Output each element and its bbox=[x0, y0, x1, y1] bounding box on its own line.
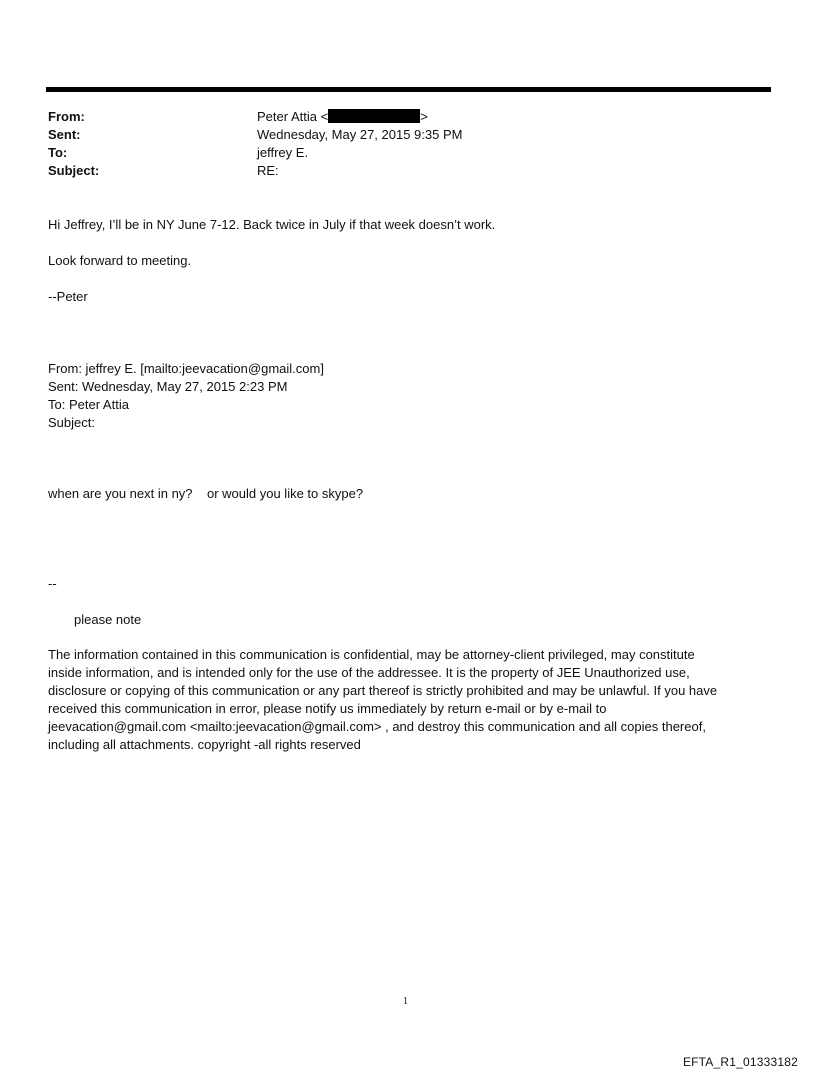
from-name-close: > bbox=[420, 109, 428, 124]
quoted-body: when are you next in ny? or would you like to skype? bbox=[48, 486, 364, 501]
page-number: 1 bbox=[403, 996, 408, 1007]
to-value: jeffrey E. bbox=[257, 145, 309, 160]
quoted-subject: Subject: bbox=[48, 415, 95, 430]
sent-value: Wednesday, May 27, 2015 9:35 PM bbox=[257, 127, 463, 142]
please-note: please note bbox=[74, 612, 142, 627]
quoted-to: To: Peter Attia bbox=[48, 397, 129, 412]
subject-value: RE: bbox=[257, 163, 279, 178]
subject-label: Subject: bbox=[48, 163, 100, 178]
from-value bbox=[257, 108, 428, 125]
redacted-email-block bbox=[328, 109, 420, 123]
from-name: Peter Attia < bbox=[257, 109, 329, 124]
reply-signature: --Peter bbox=[48, 289, 88, 304]
from-label: From: bbox=[48, 109, 85, 124]
quoted-sent: Sent: Wednesday, May 27, 2015 2:23 PM bbox=[48, 379, 288, 394]
disclaimer-line: disclosure or copying of this communication or any part thereof is strictly prohibited and may be unlawful. If you have bbox=[48, 683, 718, 698]
disclaimer-line: inside information, and is intended only for the use of the addressee. It is the property of JEE Unauthorized use, bbox=[48, 665, 690, 680]
signature-separator: -- bbox=[48, 576, 57, 591]
disclaimer-line: including all attachments. copyright -all rights reserved bbox=[48, 737, 361, 752]
sent-label: Sent: bbox=[48, 127, 81, 142]
reply-line-2: Look forward to meeting. bbox=[48, 253, 192, 268]
confidentiality-disclaimer bbox=[48, 646, 768, 754]
disclaimer-line: received this communication in error, please notify us immediately by return e-mail or by e-mail to bbox=[48, 701, 607, 716]
quoted-from: From: jeffrey E. [mailto:jeevacation@gmail.com] bbox=[48, 361, 324, 376]
disclaimer-line: The information contained in this communication is confidential, may be attorney-client privileged, may constitute bbox=[48, 647, 695, 662]
disclaimer-line: jeevacation@gmail.com <mailto:jeevacation@gmail.com> , and destroy this communication and all copies thereof, bbox=[48, 719, 706, 734]
to-label: To: bbox=[48, 145, 68, 160]
reply-line-1: Hi Jeffrey, I’ll be in NY June 7-12. Back twice in July if that week doesn’t work. bbox=[48, 217, 496, 232]
header-divider bbox=[46, 87, 771, 92]
document-id: EFTA_R1_01333182 bbox=[682, 1055, 798, 1069]
